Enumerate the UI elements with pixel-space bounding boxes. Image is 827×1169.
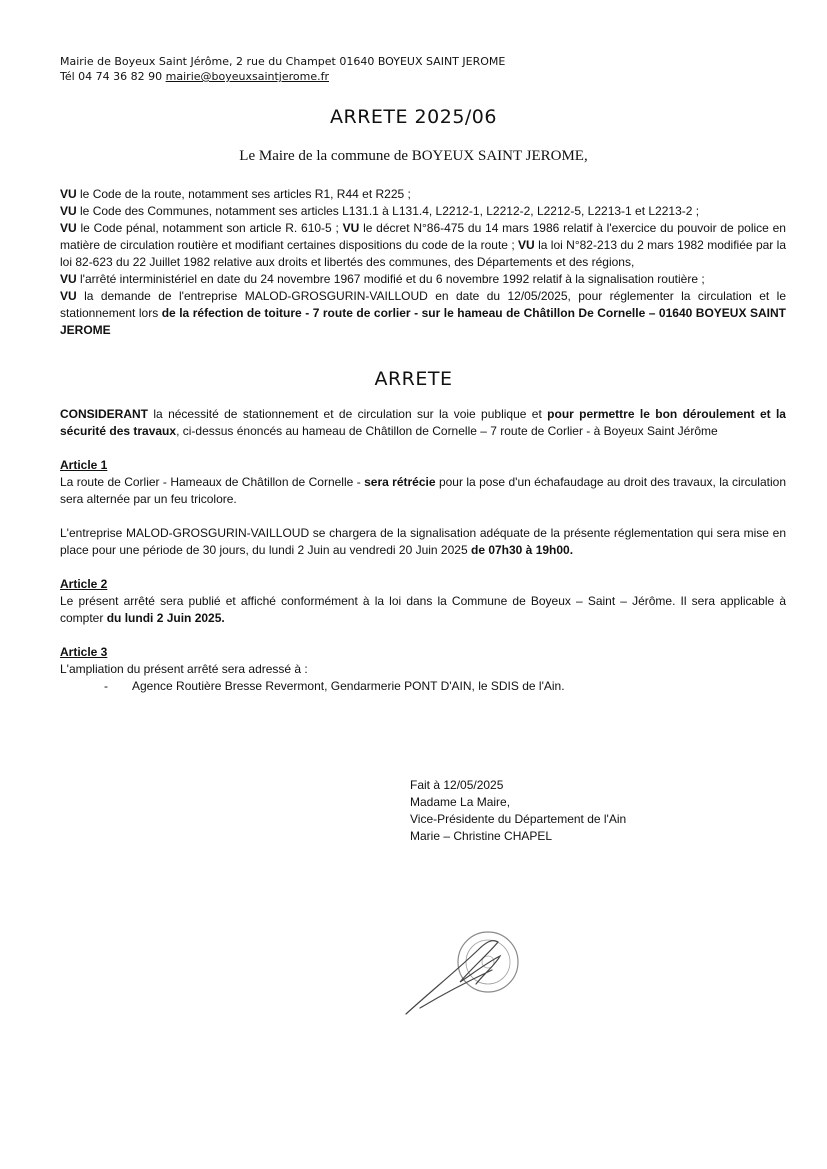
vu-section: [60, 186, 786, 339]
article-1-text: La route de Corlier - Hameaux de Châtillon de Cornelle - sera rétrécie pour la pose d'un échafaudage au droit des travaux, la circulation sera alternée par un feu tricolore.: [60, 475, 786, 506]
phone-number: Tél 04 74 36 82 90: [60, 70, 163, 83]
page-title: ARRETE 2025/06: [330, 106, 497, 128]
vu-paragraph: VU le Code de la route, notamment ses articles R1, R44 et R225 ;: [60, 187, 411, 201]
email-link[interactable]: mairie@boyeuxsaintjerome.fr: [165, 70, 330, 83]
letterhead: [60, 54, 505, 84]
signatory-role: Vice-Présidente du Département de l'Ain: [410, 812, 627, 826]
vu-paragraph: VU le Code pénal, notamment son article R. 610-5 ; VU le décret N°86-475 du 14 mars 1986 relatif à l'exercice du pouvoir de police en matière de circulation routière et modifiant certaines dispositions du code de la route ; VU la loi N°82-213 du 2 mars 1982 modifiée par la loi 82-623 du 22 Juillet 1982 relative aux droits et libertés des communes, des Départements et des régions,: [60, 221, 786, 269]
signature-stamp: [400, 912, 530, 1022]
article-1-text-2: L'entreprise MALOD-GROSGURIN-VAILLOUD se chargera de la signalisation adéquate de la présente réglementation qui sera mise en place pour une période de 30 jours, du lundi 2 Juin au vendredi 20 Juin 2025 de 07h30 à 19h00.: [60, 526, 786, 557]
considerant-paragraph: CONSIDERANT la nécessité de stationnement et de circulation sur la voie publique et pour permettre le bon déroulement et la sécurité des travaux, ci-dessus énoncés au hameau de Châtillon de Cornelle – 7 route de Corlier - à Boyeux Saint Jérôme: [60, 407, 786, 438]
article-2-heading: Article 2: [60, 577, 108, 591]
article-2-text: Le présent arrêté sera publié et affiché conformément à la loi dans la Commune de Boyeux – Saint – Jérôme. Il sera applicable à compter du lundi 2 Juin 2025.: [60, 594, 786, 625]
article-3-heading: Article 3: [60, 645, 108, 659]
contact-line: [60, 69, 505, 84]
signatory-name: Marie – Christine CHAPEL: [410, 829, 553, 843]
signatory-title: Madame La Maire,: [410, 795, 511, 809]
list-item: - Agence Routière Bresse Revermont, Gendarmerie PONT D'AIN, le SDIS de l'Ain.: [104, 679, 565, 693]
official-seal-icon: [458, 932, 518, 992]
handwritten-signature-icon: [406, 941, 500, 1014]
signature-block: [410, 777, 626, 845]
vu-paragraph: VU l'arrêté interministériel en date du 24 novembre 1967 modifié et du 6 novembre 1992 relatif à la signalisation routière ;: [60, 272, 705, 286]
article-1-heading: Article 1: [60, 458, 108, 472]
signature-date: Fait à 12/05/2025: [410, 778, 504, 792]
vu-paragraph: VU le Code des Communes, notamment ses articles L131.1 à L131.4, L2212-1, L2212-2, L2212-5, L2213-1 et L2213-2 ;: [60, 204, 700, 218]
page-subtitle: Le Maire de la commune de BOYEUX SAINT JEROME,: [239, 148, 588, 164]
article-3-text: L'ampliation du présent arrêté sera adressé à :: [60, 662, 308, 676]
vu-paragraph: VU la demande de l'entreprise MALOD-GROSGURIN-VAILLOUD en date du 12/05/2025, pour réglementer la circulation et le stationnement lors de la réfection de toiture - 7 route de corlier - sur le hameau de Châtillon De Cornelle – 01640 BOYEUX SAINT JEROME: [60, 289, 786, 337]
mairie-address: Mairie de Boyeux Saint Jérôme, 2 rue du Champet 01640 BOYEUX SAINT JEROME: [60, 55, 506, 68]
decree-body: [60, 406, 786, 695]
arrete-heading: ARRETE: [374, 368, 453, 390]
